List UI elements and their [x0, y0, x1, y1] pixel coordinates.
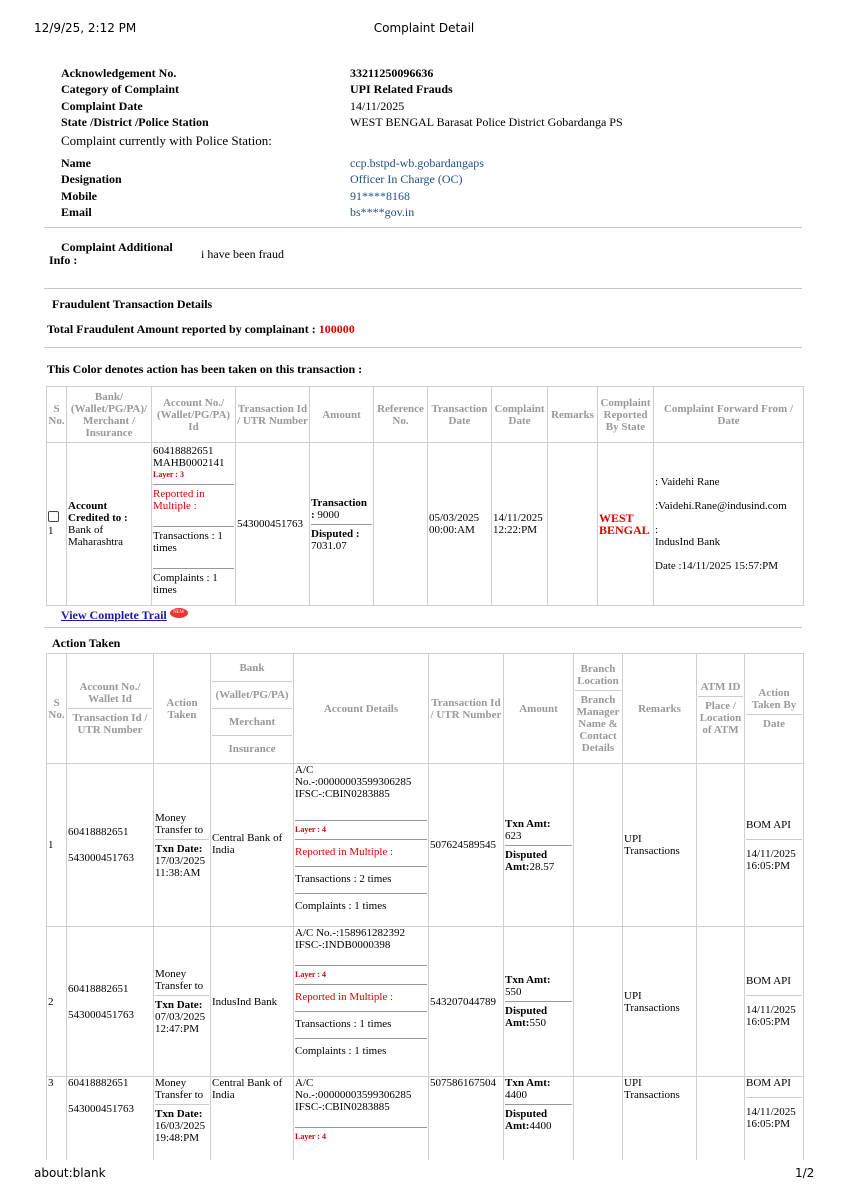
divider	[44, 627, 802, 628]
amount-cell	[504, 1077, 574, 1161]
col-header-part: Branch Location	[577, 663, 619, 687]
account-number: 60418882651	[68, 826, 129, 838]
additional-info-label-2: Info :	[49, 253, 78, 267]
col-header-part: Date	[763, 718, 785, 730]
col-header: S No.	[47, 654, 67, 764]
action-type: Money Transfer to	[155, 1077, 204, 1101]
col-header: Reference No.	[374, 387, 428, 443]
col-header-part: Branch Manager Name & Contact Details	[576, 694, 620, 754]
current-with-heading: Complaint currently with Police Station:	[61, 133, 272, 148]
mobile-label: Mobile	[61, 189, 97, 203]
col-header-part: Merchant	[228, 716, 276, 728]
email-value: bs****gov.in	[350, 205, 415, 219]
col-header: Complaint Reported By State	[598, 387, 654, 443]
col-header-part: Insurance	[228, 743, 276, 755]
forward-bank: IndusInd Bank	[655, 536, 721, 548]
print-url: about:blank	[34, 1166, 106, 1180]
total-value: 100000	[318, 322, 355, 336]
action-taken-by: BOM API	[746, 975, 791, 987]
action-date: 14/11/2025 16:05:PM	[746, 1004, 796, 1028]
txn-amt: 4400	[505, 1089, 527, 1101]
bank-cell: IndusInd Bank	[211, 927, 294, 1077]
col-header-part: ATM ID	[700, 681, 741, 693]
trail-link-wrap	[61, 608, 188, 622]
action-taken-by: BOM API	[746, 818, 791, 831]
table-row	[47, 927, 804, 1077]
amount-cell	[504, 927, 574, 1077]
amount-cell	[504, 764, 574, 927]
branch-cell	[574, 1077, 623, 1161]
total-label: Total Fraudulent Amount reported by complainant :	[47, 322, 319, 336]
amount-label: Transaction :	[311, 496, 368, 521]
details-cell	[294, 927, 429, 1077]
disputed-amt: 4400	[529, 1120, 552, 1132]
col-header: Complaint Forward From / Date	[654, 387, 804, 443]
table-header-row	[47, 387, 804, 443]
txn-amt: 550	[505, 986, 522, 998]
col-header-part: Bank	[239, 662, 265, 674]
taken-by-cell	[745, 764, 804, 927]
remarks-cell: UPI Transactions	[623, 927, 697, 1077]
category-value: UPI Related Frauds	[350, 82, 453, 96]
account-details: A/C No.-:00000003599306285 IFSC-:CBIN0283885	[295, 764, 412, 800]
email-label: Email	[61, 205, 92, 219]
col-header	[745, 654, 804, 764]
complaint-date-cell: 14/11/2025 12:22:PM	[492, 443, 548, 606]
action-date: 14/11/2025 16:05:PM	[746, 847, 796, 872]
ack-label: Acknowledgement No.	[61, 66, 177, 80]
action-cell	[154, 927, 211, 1077]
details-cell	[294, 1077, 429, 1161]
disputed-amt: 28.57	[529, 860, 555, 873]
col-header: Transaction Id / UTR Number	[429, 654, 504, 764]
action-cell	[154, 1077, 211, 1161]
layer-label: Layer : 4	[295, 1132, 326, 1141]
action-taken-table	[46, 653, 804, 1161]
bank-name: Bank of Maharashtra	[68, 524, 123, 548]
print-title: Complaint Detail	[373, 21, 475, 35]
transactions-count: Transactions : 1 times	[295, 1018, 392, 1030]
atm-cell	[697, 1077, 745, 1161]
divider	[44, 288, 802, 289]
col-header: Bank/ (Wallet/PG/PA)/ Merchant / Insurance	[67, 387, 152, 443]
table-row	[47, 1077, 804, 1161]
sno: 1	[48, 525, 54, 537]
col-header: Transaction Id / UTR Number	[236, 387, 310, 443]
bank-cell: Central Bank of India	[211, 1077, 294, 1161]
account-cell	[67, 1077, 154, 1161]
category-label: Category of Complaint	[61, 82, 179, 96]
col-header: S No.	[47, 387, 67, 443]
txn-date-label: Txn Date:	[155, 842, 203, 855]
sno: 2	[47, 927, 67, 1077]
utr-cell: 543000451763	[236, 443, 310, 606]
bank-cell	[67, 443, 152, 606]
txn-amt-label: Txn Amt:	[505, 1077, 551, 1089]
col-header: Complaint Date	[492, 387, 548, 443]
account-number: 60418882651	[68, 982, 129, 995]
location-label: State /District /Police Station	[61, 115, 209, 129]
col-header: Transaction Date	[428, 387, 492, 443]
new-badge-icon: NEW	[170, 608, 188, 618]
txn-date-label: Txn Date:	[155, 999, 203, 1011]
taken-by-cell	[745, 927, 804, 1077]
utr-cell: 543207044789	[429, 927, 504, 1077]
total-fraud-amount	[47, 322, 355, 336]
disputed-label: Disputed :	[311, 527, 360, 540]
atm-cell	[697, 927, 745, 1077]
disputed-value: 7031.07	[311, 539, 347, 552]
complaints-count: Complaints : 1 times	[295, 900, 387, 912]
utr-cell: 507624589545	[429, 764, 504, 927]
sno: 3	[47, 1077, 67, 1161]
txn-amt-label: Txn Amt:	[505, 974, 551, 986]
fraud-section-title: Fraudulent Transaction Details	[52, 297, 213, 311]
action-section-title: Action Taken	[52, 636, 121, 650]
disputed-amt: 550	[529, 1017, 546, 1029]
col-header-part: Transaction Id / UTR Number	[72, 712, 148, 736]
account-cell	[67, 764, 154, 927]
col-header: Remarks	[548, 387, 598, 443]
layer-label: Layer : 4	[295, 825, 326, 834]
state-cell: WEST BENGAL	[598, 443, 654, 606]
print-datetime: 12/9/25, 2:12 PM	[34, 21, 137, 35]
txn-date: 17/03/2025 11:38:AM	[155, 854, 206, 879]
officer-name-label: Name	[61, 156, 91, 170]
account-details: A/C No.-:00000003599306285 IFSC-:CBIN0283885	[295, 1077, 412, 1113]
layer-label: Layer : 4	[295, 970, 326, 979]
utr-cell: 507586167504	[429, 1077, 504, 1161]
officer-name-value: ccp.bstpd-wb.gobardangaps	[350, 156, 484, 170]
divider	[44, 227, 802, 228]
complaints-count: Complaints : 1 times	[295, 1045, 387, 1057]
forward-name: : Vaidehi Rane	[655, 476, 720, 488]
reference-cell	[374, 443, 428, 606]
action-taken-by: BOM API	[746, 1077, 791, 1089]
account-cell	[67, 927, 154, 1077]
account-cell	[152, 443, 236, 606]
branch-cell	[574, 927, 623, 1077]
txn-amt-label: Txn Amt:	[505, 817, 551, 830]
complaints-count: Complaints : 1 times	[153, 572, 218, 596]
col-header-part: (Wallet/PG/PA)	[215, 689, 289, 701]
col-header-part: Place / Location of ATM	[699, 700, 742, 736]
txn-date: 16/03/2025 19:48:PM	[155, 1120, 206, 1144]
txn-date-cell: 05/03/2025 00:00:AM	[428, 443, 492, 606]
date-label: Complaint Date	[61, 99, 143, 113]
disputed-amt-label: Disputed Amt:	[505, 848, 548, 873]
ack-value: 33211250096636	[350, 66, 434, 80]
txn-amt: 623	[505, 829, 522, 842]
account-details: A/C No.-:158961282392 IFSC-:INDB0000398	[295, 927, 405, 951]
print-page-number: 1/2	[795, 1166, 815, 1180]
action-type: Money Transfer to	[155, 811, 204, 836]
utr-number: 543000451763	[68, 852, 134, 864]
utr-number: 543000451763	[68, 1103, 134, 1115]
mobile-value: 91****8168	[350, 189, 410, 203]
col-header: Amount	[504, 654, 574, 764]
layer-label: Layer : 3	[153, 470, 184, 479]
amount-cell	[310, 443, 374, 606]
reported-multiple: Reported in Multiple :	[295, 991, 394, 1003]
table-header-row	[47, 654, 804, 764]
additional-info-label-1: Complaint Additional	[61, 240, 173, 254]
taken-by-cell	[745, 1077, 804, 1161]
action-type: Money Transfer to	[155, 968, 204, 992]
sno: 1	[47, 764, 67, 927]
col-header-part: Account No./ Wallet Id	[79, 681, 141, 705]
col-header: Account No./ (Wallet/PG/PA) Id	[152, 387, 236, 443]
forward-date: Date :14/11/2025 15:57:PM	[655, 560, 779, 572]
amount-value: 9000	[314, 508, 340, 521]
transactions-count: Transactions : 2 times	[295, 873, 392, 885]
forward-cell	[654, 443, 804, 606]
table-row	[47, 443, 804, 606]
col-header	[67, 654, 154, 764]
sno-cell	[47, 443, 67, 606]
location-value: WEST BENGAL Barasat Police District Gobardanga PS	[350, 115, 623, 129]
reported-multiple: Reported in Multiple :	[153, 488, 205, 512]
reported-multiple: Reported in Multiple :	[295, 846, 394, 858]
action-cell	[154, 764, 211, 927]
col-header: Account Details	[294, 654, 429, 764]
bank-cell: Central Bank of India	[211, 764, 294, 927]
col-header	[211, 654, 294, 764]
remarks-cell: UPI Transactions	[623, 1077, 697, 1161]
designation-value: Officer In Charge (OC)	[350, 172, 463, 186]
remarks-cell	[548, 443, 598, 606]
txn-date: 07/03/2025 12:47:PM	[155, 1011, 206, 1035]
table-row	[47, 764, 804, 927]
remarks-cell: UPI Transactions	[623, 764, 697, 927]
designation-label: Designation	[61, 172, 122, 186]
view-complete-trail-link[interactable]: View Complete Trail	[61, 608, 167, 622]
col-header	[697, 654, 745, 764]
details-cell	[294, 764, 429, 927]
branch-cell	[574, 764, 623, 927]
forward-email: :Vaidehi.Rane@indusind.com	[655, 500, 787, 512]
bank-label: Account Credited to :	[68, 500, 128, 524]
account-number: 60418882651 MAHB0002141	[153, 445, 225, 469]
forward-separator: :	[655, 524, 659, 536]
divider	[44, 347, 802, 348]
col-header-part: Action Taken By	[751, 687, 797, 711]
txn-date-label: Txn Date:	[155, 1108, 203, 1120]
fraud-transactions-table	[46, 386, 804, 606]
action-date: 14/11/2025 16:05:PM	[746, 1106, 796, 1130]
col-header: Amount	[310, 387, 374, 443]
disputed-amt-label: Disputed Amt:	[505, 1005, 548, 1029]
disputed-amt-label: Disputed Amt:	[505, 1108, 548, 1132]
color-note: This Color denotes action has been taken on this transaction :	[47, 362, 363, 376]
col-header	[574, 654, 623, 764]
col-header: Action Taken	[154, 654, 211, 764]
atm-cell	[697, 764, 745, 927]
page-bottom-margin	[0, 1160, 848, 1200]
utr-number: 543000451763	[68, 1008, 134, 1021]
additional-info-value: i have been fraud	[201, 247, 284, 261]
account-number: 60418882651	[68, 1077, 129, 1089]
date-value: 14/11/2025	[350, 99, 405, 113]
transactions-count: Transactions : 1 times	[153, 530, 223, 554]
col-header: Remarks	[623, 654, 697, 764]
row-checkbox[interactable]	[48, 511, 59, 522]
